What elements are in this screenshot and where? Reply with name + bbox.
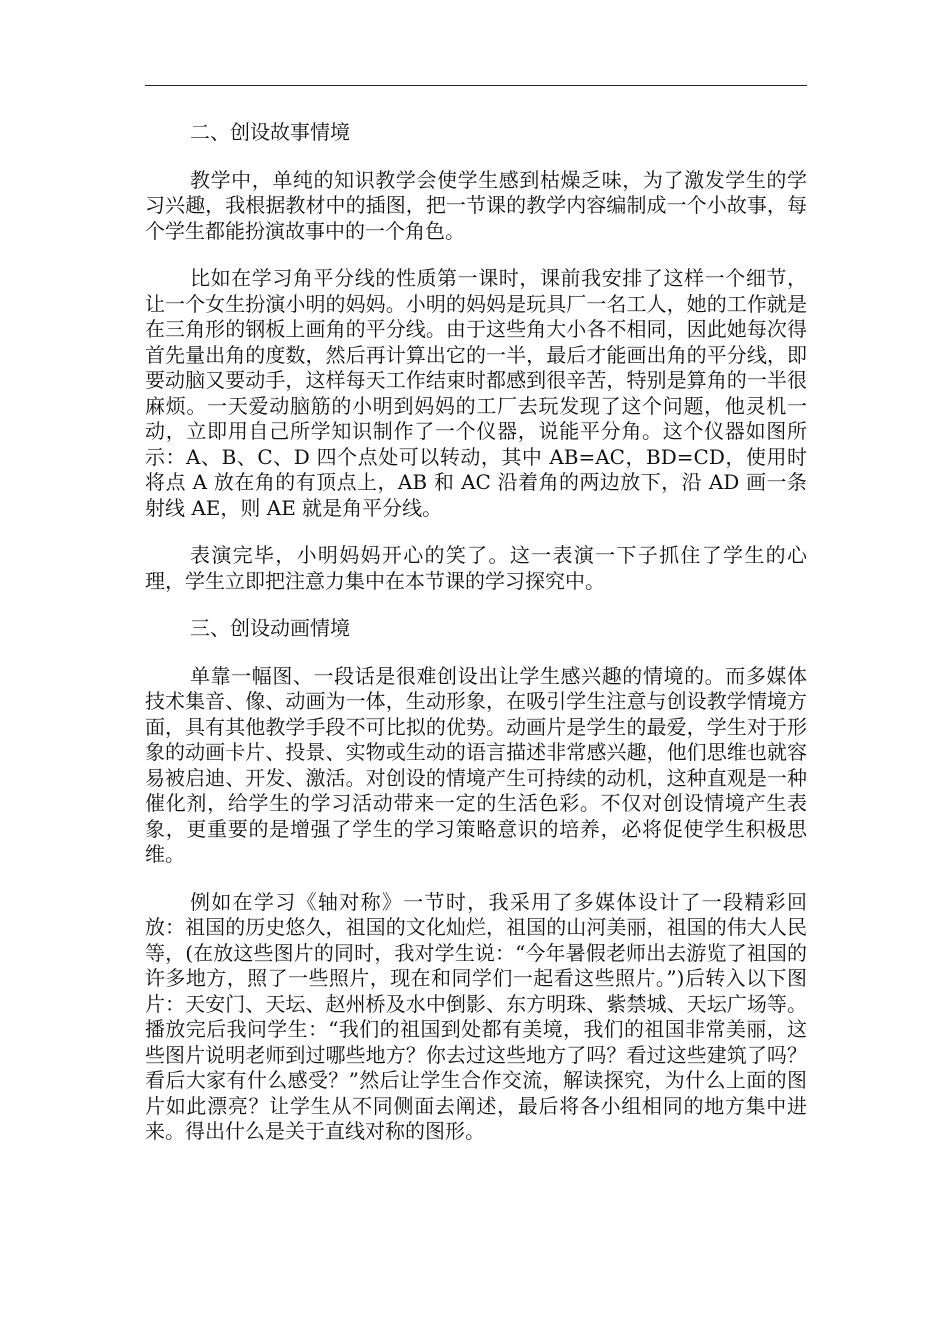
paragraph-story-result: 表演完毕，小明妈妈开心的笑了。这一表演一下子抓住了学生的心理，学生立即把注意力集中在本节课的学习探究中。: [145, 543, 807, 593]
paragraph-story-example: 比如在学习角平分线的性质第一课时，课前我安排了这样一个细节，让一个女生扮演小明的妈妈。小明的妈妈是玩具厂一名工人，她的工作就是在三角形的钢板上画角的平分线。由于这些角大小各不相同，因此她每次得首先量出角的度数，然后再计算出它的一半，最后才能画出角的平分线，即要动脑又要动手，这样每天工作结束时都感到很辛苦，特别是算角的一半很麻烦。一天爱动脑筋的小明到妈妈的工厂去玩发现了这个问题，他灵机一动，立即用自己所学知识制作了一个仪器，说能平分角。这个仪器如图所示：A、B、C、D 四个点处可以转动，其中 AB=AC，BD=CD，使用时将点 A 放在角的有顶点上，AB 和 AC 沿着角的两边放下，沿 AD 画一条射线 AE，则 AE 就是角平分线。: [145, 266, 807, 520]
paragraph-animation-intro: 单靠一幅图、一段话是很难创设出让学生感兴趣的情境的。而多媒体技术集音、像、动画为一体，生动形象，在吸引学生注意与创设教学情境方面，具有其他教学手段不可比拟的优势。动画片是学生的最爱，学生对于形象的动画卡片、投景、实物或生动的语言描述非常感兴趣，他们思维也就容易被启迪、开发、激活。对创设的情境产生可持续的动机，这种直观是一种催化剂，给学生的学习活动带来一定的生活色彩。不仅对创设情境产生表象，更重要的是增强了学生的学习策略意识的培养，必将促使学生积极思维。: [145, 663, 807, 866]
section-heading-animation: 三、创设动画情境: [190, 616, 350, 640]
paragraph-story-intro: 教学中，单纯的知识教学会使学生感到枯燥乏味，为了激发学生的学习兴趣，我根据教材中的插图，把一节课的教学内容编制成一个小故事，每个学生都能扮演故事中的一个角色。: [145, 167, 807, 243]
section-heading-story: 二、创设故事情境: [190, 120, 350, 144]
paragraph-animation-example: 例如在学习《轴对称》一节时，我采用了多媒体设计了一段精彩回放：祖国的历史悠久，祖国的文化灿烂，祖国的山河美丽，祖国的伟大人民等，(在放这些图片的同时，我对学生说：“今年暑假老师出去游览了祖国的许多地方，照了一些照片，现在和同学们一起看这些照片。”)后转入以下图片：天安门、天坛、赵州桥及水中倒影、东方明珠、紫禁城、天坛广场等。播放完后我问学生：“我们的祖国到处都有美境，我们的祖国非常美丽，这些图片说明老师到过哪些地方？你去过这些地方了吗？看过这些建筑了吗？看后大家有什么感受？”然后让学生合作交流，解读探究，为什么上面的图片如此漂亮？让学生从不同侧面去阐述，最后将各小组相同的地方集中进来。得出什么是关于直线对称的图形。: [145, 889, 807, 1143]
header-rule: [145, 85, 807, 86]
document-body: [145, 120, 807, 1167]
